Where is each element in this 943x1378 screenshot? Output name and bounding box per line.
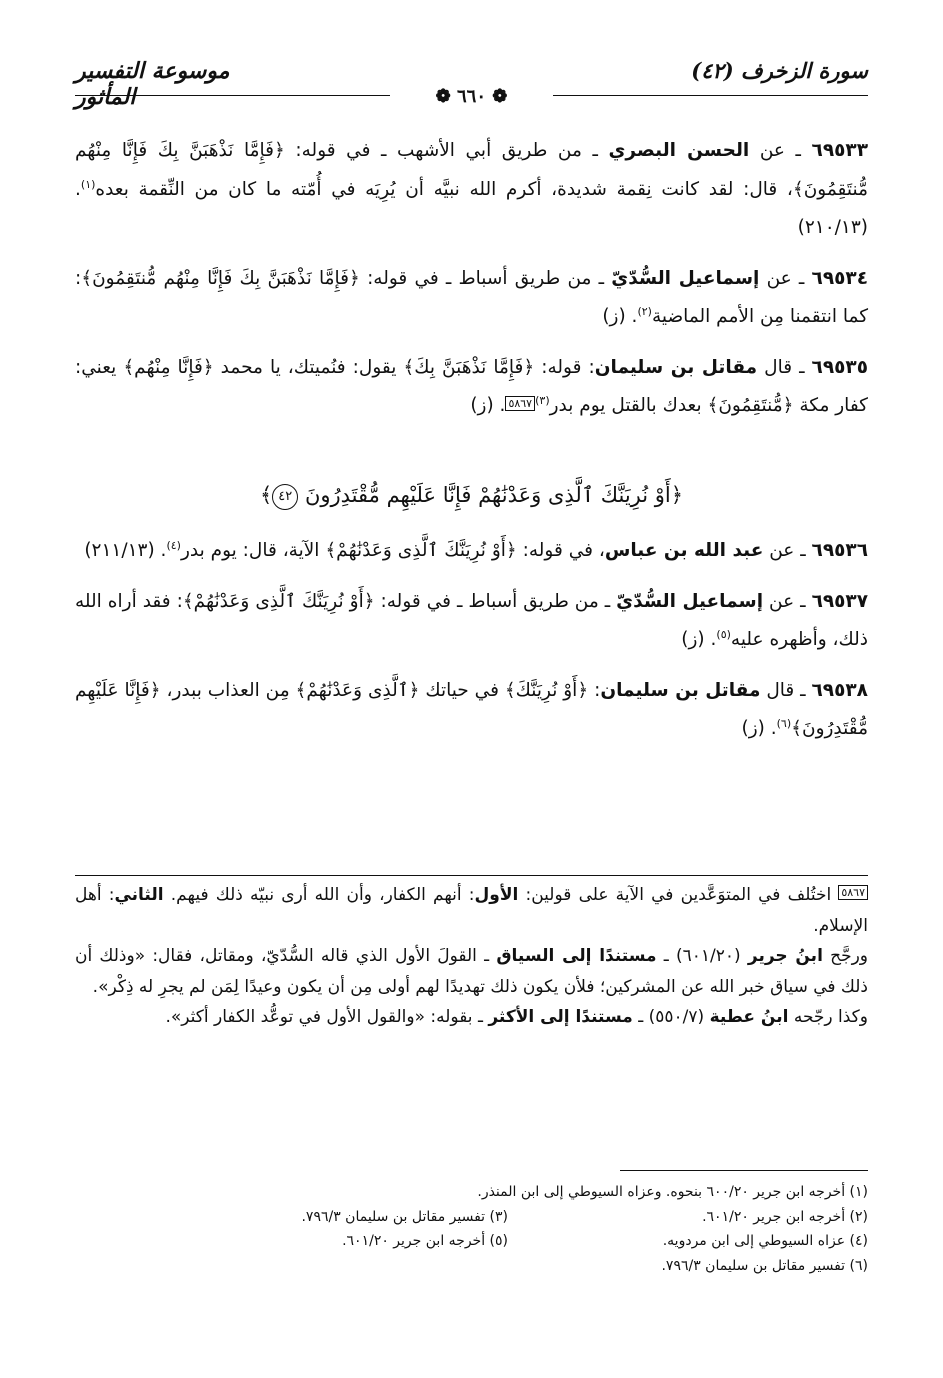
commentary-bold: الثاني [114,885,164,905]
chain-text: ـ من طريق أسباط ـ في قوله: [359,267,612,289]
footnote-ref: (٣) [535,393,550,407]
chain-text: ، في قوله: [516,540,605,561]
verse-text: ﴿أَوْ نُرِيَنَّكَ ٱلَّذِى وَعَدْنَٰهُمْ فَإِنَّا عَلَيْهِم مُّقْتَدِرُونَ [304,482,684,507]
commentary-text: اختُلف في المتوَعَّدين في الآية على قولين: [518,885,839,905]
entry-reference: . (١٣/‏٢١٠) [75,178,868,238]
footnote-ref: (٤) [166,538,181,552]
footnote-ref: (٢) [637,304,652,318]
commentary-text: (٧/‏٥٥٠) ـ [632,1007,710,1027]
footnote-ref: (٦) [776,716,792,730]
chain-text: : قوله: [534,356,595,378]
entry-reference: . (ز) [741,718,777,739]
quran-quote: ﴿فَإِمَّا نَذْهَبَنَّ بِكَ فَإِنَّا مِنْهُم مُّنتَقِمُونَ﴾ [75,140,868,200]
footnote-row [75,1229,868,1254]
commentary-bold: ابنُ عطية [709,1007,789,1027]
entry-number: ٦٩٥٣٨ [811,679,868,701]
entry-69535 [75,349,868,426]
commentary-ref-box[interactable]: ٥٨٦٧ [505,396,535,411]
commentary-number-box: ٥٨٦٧ [838,885,868,900]
quran-quote: ﴿أَوْ نُرِيَنَّكَ ٱلَّذِى وَعَدْنَٰهُمْ﴾ [182,590,375,612]
entry-prefix: ـ قال [760,679,812,701]
entry-prefix: ـ عن [749,140,812,161]
quran-quote: ﴿أَوْ نُرِيَنَّكَ﴾ [504,679,589,701]
entry-number: ٦٩٥٣٣ [811,140,869,161]
entry-prefix: ـ عن [763,540,812,561]
entry-text: الآية، قال: يوم بدر [180,540,326,561]
footnote-5: (٥) أخرجه ابن جرير ٢٠/‏٦٠١. [342,1233,508,1249]
footnote-separator [620,1170,868,1171]
entry-text: : كما انتقمنا مِن الأمم الماضية [75,267,868,327]
entry-69537 [75,583,868,660]
entry-number: ٦٩٥٣٦ [811,540,868,561]
entry-reference: . (ز) [681,629,717,650]
entry-69538 [75,672,868,749]
commentary-bold: مستندًا إلى السياق [496,946,657,966]
narrator-name: عبد الله بن عباس [604,540,764,561]
commentary-text: ـ القولَ الأول الذي قاله السُّدّيّ، ومقاتل، فقال: «وذلك أن ذلك في سياق خبر الله عن المشركين؛ فلأن يكون ذلك تهديدًا لهم أولى مِن أن يكون وعيدًا لِمَن لم يجرِ له ذِكْر». [75,946,868,997]
footnote-ref: (١) [80,177,96,191]
entry-prefix: ـ عن [763,590,812,612]
commentary-paragraph-2 [75,941,868,1002]
page-number: ❁ ٦٦٠ ❁ [390,86,553,108]
footnote-3: (٣) تفسير مقاتل بن سليمان ٣/‏٧٩٦. [301,1208,508,1225]
narrator-name: إسماعيل السُّدّيّ [611,267,760,289]
entry-text: ، قال: لقد كانت نِقمة شديدة، أكرم الله نبيَّه أن يُرِيَه في أُمّته ما كان من النِّقمة بعده [95,178,793,200]
entry-text: : فقد أراه الله ذلك، وأظهره عليه [75,590,868,650]
entry-number: ٦٩٥٣٧ [811,590,869,612]
quran-quote: ﴿أَوْ نُرِيَنَّكَ ٱلَّذِى وَعَدْنَٰهُمْ﴾ [325,540,517,561]
narrator-name: مقاتل بن سليمان [600,679,761,701]
running-head-surah-title: سورة الزخرف (٤٢) [691,58,868,83]
footnote-4: (٤) عزاه السيوطي إلى ابن مردويه. [662,1233,868,1249]
footnote-6: (٦) تفسير مقاتل بن سليمان ٣/‏٧٩٦. [661,1257,868,1274]
commentary-text: ـ بقوله: «والقول الأول في توعُّد الكفار أكثر». [165,1007,489,1027]
entry-69534 [75,260,868,337]
footnotes [75,1180,868,1278]
commentary-text: ورجَّح [822,946,869,966]
entry-prefix: ـ قال [757,356,812,378]
entry-reference: . (ز) [602,306,638,327]
chain-text: ـ من طريق أبي الأشهب ـ في قوله: [284,140,609,161]
entry-number: ٦٩٥٣٤ [811,267,869,289]
footnote-ref: (٥) [716,627,731,641]
verse-heading [75,476,868,515]
quran-quote: ﴿فَإِمَّا نَذْهَبَنَّ بِكَ فَإِنَّا مِنْهُم مُّنتَقِمُونَ﴾ [81,267,360,289]
commentary-text: (٢٠/‏٦٠١) ـ [656,946,748,966]
chain-text: : [588,679,601,701]
entry-69536 [75,532,868,571]
entry-69533 [75,132,868,248]
commentary-paragraph-1 [75,880,868,941]
entry-text: في حياتك ﴿ٱلَّذِى وَعَدْنَٰهُمْ﴾ مِن العذاب ببدر، ﴿فَإِنَّا عَلَيْهِم مُّقْتَدِرُونَ﴾ [75,679,868,739]
running-head-book-title: موسوعة التفسير المأثور [75,58,230,110]
commentary-bold: ابنُ جرير [747,946,823,966]
chain-text: ـ من طريق أسباط ـ في قوله: [374,590,617,612]
narrator-name: الحسن البصري [608,140,750,161]
commentary-bold: الأول [474,885,519,905]
commentary-bold: مستندًا إلى الأكثر [488,1007,633,1027]
entry-reference: . (ز) [470,395,506,416]
narrator-name: مقاتل بن سليمان [594,356,758,378]
commentary-text: وكذا رجّحه [788,1007,868,1027]
main-text [75,132,868,761]
footnote-1: (١) أخرجه ابن جرير ٢٠/‏٦٠٠ بنحوه. وعزاه السيوطي إلى ابن المنذر. [477,1184,868,1200]
commentary-block [75,880,868,1033]
quran-quote: ﴿فَإِمَّا نَذْهَبَنَّ بِكَ﴾ [403,356,535,378]
entry-prefix: ـ عن [759,267,812,289]
commentary-text: : أهل الإسلام. [75,885,868,936]
verse-number-badge: ٤٢ [272,484,298,510]
entry-reference: . (١٣/‏٢١١) [84,540,167,561]
entry-number: ٦٩٥٣٥ [811,356,868,378]
footnote-2: (٢) أخرجه ابن جرير ٢٠/‏٦٠١. [702,1208,868,1225]
commentary-paragraph-3 [75,1002,868,1033]
verse-close: ﴾ [259,482,273,507]
narrator-name: إسماعيل السُّدّيّ [616,590,764,612]
commentary-text: : أنهم الكفار، وأن الله أرى نبيّه ذلك فيهم. [163,885,475,905]
footnote-row [75,1205,868,1230]
entry-text: يقول: فنُميتك، يا محمد ﴿فَإِنَّا مِنْهُم﴾ يعني: كفار مكة ﴿مُّنتَقِمُونَ﴾ بعدك بالقتل يوم بدر [75,356,868,416]
commentary-separator [75,875,868,876]
